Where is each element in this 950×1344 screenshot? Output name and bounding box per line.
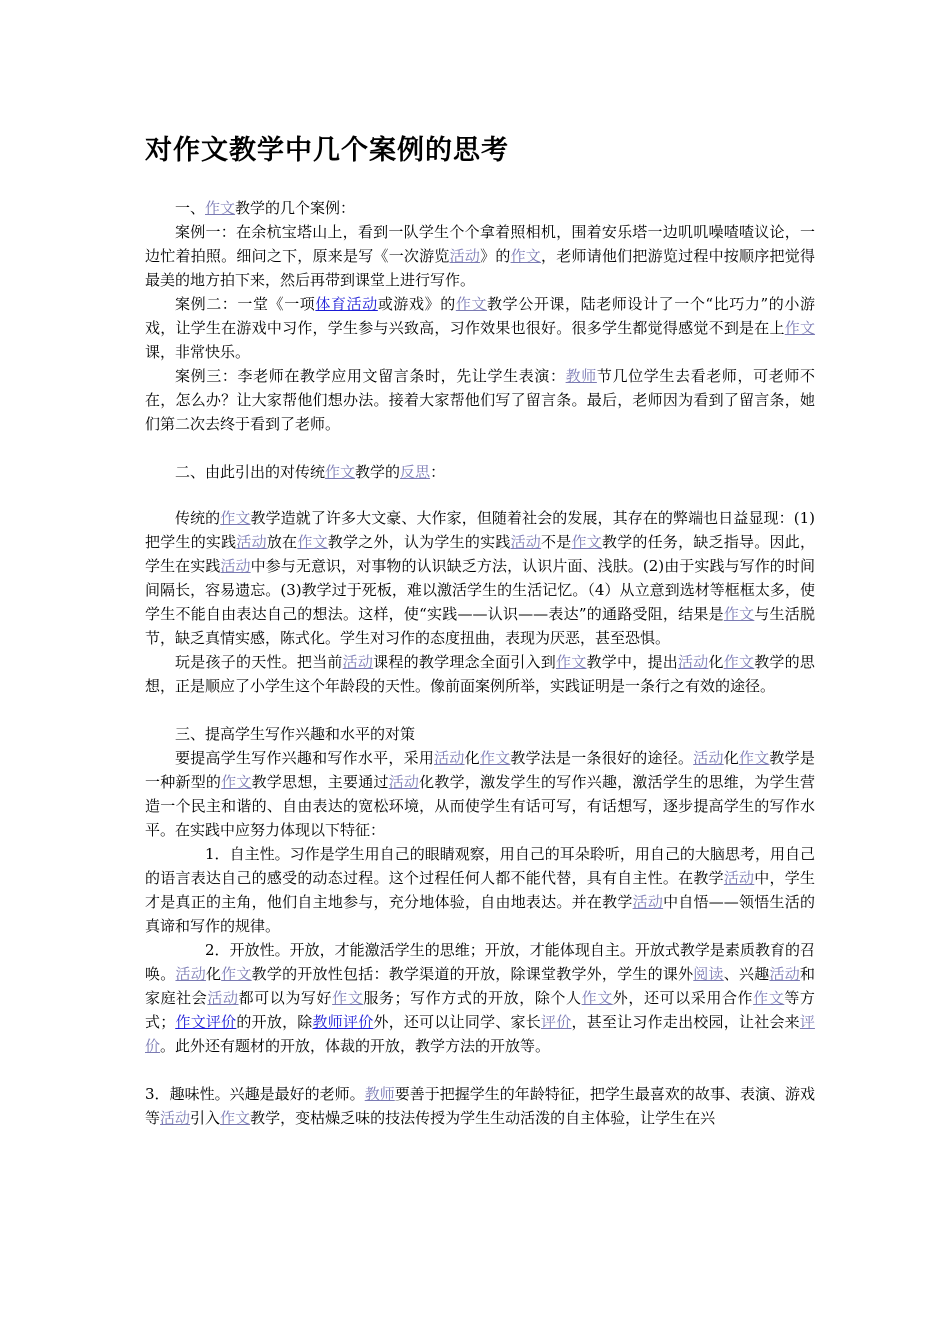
link-huodong[interactable]: 活动 — [175, 965, 206, 983]
link-huodong[interactable]: 活动 — [236, 533, 267, 551]
autonomy-paragraph: 1．自主性。习作是学生用自己的眼睛观察，用自己的耳朵聆听，用自己的大脑思考，用自己的语言表达自己的感受的动态过程。这个过程任何人都不能代替，具有自主性。在教学活动中，学生才是真正的主角，他们自主地参与，充分地体验，自由地表达。并在教学活动中自悟——领悟生活的真谛和写作的规律。 — [145, 845, 815, 935]
link-jiaoshi[interactable]: 教师 — [565, 367, 597, 385]
link-zuowen[interactable]: 作文 — [220, 509, 251, 527]
link-zuowen[interactable]: 作文 — [325, 463, 356, 481]
link-huodong[interactable]: 活动 — [160, 1109, 191, 1127]
link-zuowen[interactable]: 作文 — [479, 749, 511, 767]
link-zuowen[interactable]: 作文 — [455, 295, 488, 313]
link-zuowen[interactable]: 作文 — [220, 1109, 251, 1127]
case-two-paragraph: 案例二：一堂《一项体育活动或游戏》的作文教学公开课，陆老师设计了一个“比巧力”的小游戏，让学生在游戏中习作，学生参与兴致高，习作效果也很好。很多学生都觉得感觉不到是在上作文课，非常快乐。 — [145, 295, 815, 361]
link-zuowen[interactable]: 作文 — [221, 965, 252, 983]
section-heading-2: 二、由此引出的对传统作文教学的反思： — [175, 463, 446, 481]
link-zuowen-pingjia[interactable]: 作文评价 — [175, 1013, 237, 1031]
link-tiyu-huodong[interactable]: 体育活动 — [315, 295, 378, 313]
link-pingjia[interactable]: 评价 — [541, 1013, 572, 1031]
link-huodong[interactable]: 活动 — [632, 893, 664, 911]
link-huodong[interactable]: 活动 — [434, 749, 465, 767]
link-zuowen[interactable]: 作文 — [571, 533, 602, 551]
link-pingjia[interactable]: 评价 — [145, 1013, 815, 1055]
case-one-paragraph: 案例一：在余杭宝塔山上，看到一队学生个个拿着照相机，围着安乐塔一边叽叽噪喳喳议论，一边忙着拍照。细问之下，原来是写《一次游览活动》的作文，老师请他们把游览过程中按顺序把觉得最美的地方拍下来，然后再带到课堂上进行写作。 — [145, 223, 815, 289]
link-zuowen[interactable]: 作文 — [784, 319, 815, 337]
link-zuowen[interactable]: 作文 — [297, 533, 328, 551]
section-heading-1: 一、作文教学的几个案例： — [175, 199, 356, 217]
link-zuowen[interactable]: 作文 — [510, 247, 542, 265]
link-huodong[interactable]: 活动 — [207, 989, 239, 1007]
link-zuowen[interactable]: 作文 — [205, 199, 236, 217]
link-zuowen[interactable]: 作文 — [332, 989, 364, 1007]
link-jiaoshi-pingjia[interactable]: 教师评价 — [312, 1013, 374, 1031]
page-title: 对作文教学中几个案例的思考 — [145, 135, 509, 166]
link-huodong[interactable]: 活动 — [510, 533, 542, 551]
link-huodong[interactable]: 活动 — [769, 965, 800, 983]
link-zuowen[interactable]: 作文 — [556, 653, 587, 671]
play-paragraph: 玩是孩子的天性。把当前活动课程的教学理念全面引入到作文教学中，提出活动化作文教学的思想，正是顺应了小学生这个年龄段的天性。像前面案例所举，实践证明是一条行之有效的途径。 — [145, 653, 815, 695]
link-huodong[interactable]: 活动 — [693, 749, 724, 767]
document-body — [145, 196, 815, 1130]
link-fansi[interactable]: 反思 — [400, 463, 431, 481]
link-zuowen[interactable]: 作文 — [753, 989, 785, 1007]
openness-paragraph: 2．开放性。开放，才能激活学生的思维；开放，才能体现自主。开放式教学是素质教育的召唤。活动化作文教学的开放性包括：教学渠道的开放，除课堂教学外，学生的课外阅读、兴趣活动和家庭社会活动都可以为写好作文服务；写作方式的开放，除个人作文外，还可以采用合作作文等方式；作文评价的开放，除教师评价外，还可以让同学、家长评价，甚至让习作走出校园，让社会来评价。此外还有题材的开放，体裁的开放，教学方法的开放等。 — [145, 941, 815, 1055]
link-yuedu[interactable]: 阅读 — [693, 965, 724, 983]
link-huodong[interactable]: 活动 — [220, 557, 251, 575]
strategy-paragraph: 要提高学生写作兴趣和写作水平，采用活动化作文教学法是一条很好的途径。活动化作文教学是一种新型的作文教学思想，主要通过活动化教学，激发学生的写作兴趣，激活学生的思维，为学生营造一个民主和谐的、自由表达的宽松环境，从而使学生有话可写，有话想写，逐步提高学生的写作水平。在实践中应努力体现以下特征： — [145, 749, 815, 839]
tradition-paragraph: 传统的作文教学造就了许多大文豪、大作家，但随着社会的发展，其存在的弊端也日益显现：(1)把学生的实践活动放在作文教学之外，认为学生的实践活动不是作文教学的任务，缺乏指导。因此，学生在实践活动中参与无意识，对事物的认识缺乏方法，认识片面、浅肤。(2)由于实践与写作的时间间隔长，容易遗忘。(3)教学过于死板，难以激活学生的生活记忆。（4）从立意到选材等框框太多，使学生不能自由表达自己的想法。这样，使“实践——认识——表达”的通路受阻，结果是作文与生活脱节，缺乏真情实感，陈式化。学生对习作的态度扭曲，表现为厌恶，甚至恐惧。 — [145, 509, 815, 647]
link-zuowen[interactable]: 作文 — [581, 989, 613, 1007]
link-huodong[interactable]: 活动 — [388, 773, 420, 791]
interest-paragraph: 3．趣味性。兴趣是最好的老师。教师要善于把握学生的年龄特征，把学生最喜欢的故事、表演、游戏等活动引入作文教学，变枯燥乏味的技法传授为学生生动活泼的自主体验，让学生在兴 — [145, 1085, 815, 1127]
link-jiaoshi[interactable]: 教师 — [364, 1085, 395, 1103]
link-huodong[interactable]: 活动 — [449, 247, 481, 265]
link-zuowen[interactable]: 作文 — [723, 605, 755, 623]
link-huodong[interactable]: 活动 — [342, 653, 374, 671]
case-three-paragraph: 案例三：李老师在教学应用文留言条时，先让学生表演：教师节几位学生去看老师，可老师不在，怎么办？让大家帮他们想办法。接着大家帮他们写了留言条。最后，老师因为看到了留言条，她们第二次去终于看到了老师。 — [145, 367, 815, 433]
link-huodong[interactable]: 活动 — [723, 869, 755, 887]
link-zuowen[interactable]: 作文 — [221, 773, 252, 791]
section-heading-3: 三、提高学生写作兴趣和水平的对策 — [175, 725, 416, 743]
link-huodong[interactable]: 活动 — [677, 653, 709, 671]
link-zuowen[interactable]: 作文 — [723, 653, 755, 671]
link-zuowen[interactable]: 作文 — [738, 749, 770, 767]
